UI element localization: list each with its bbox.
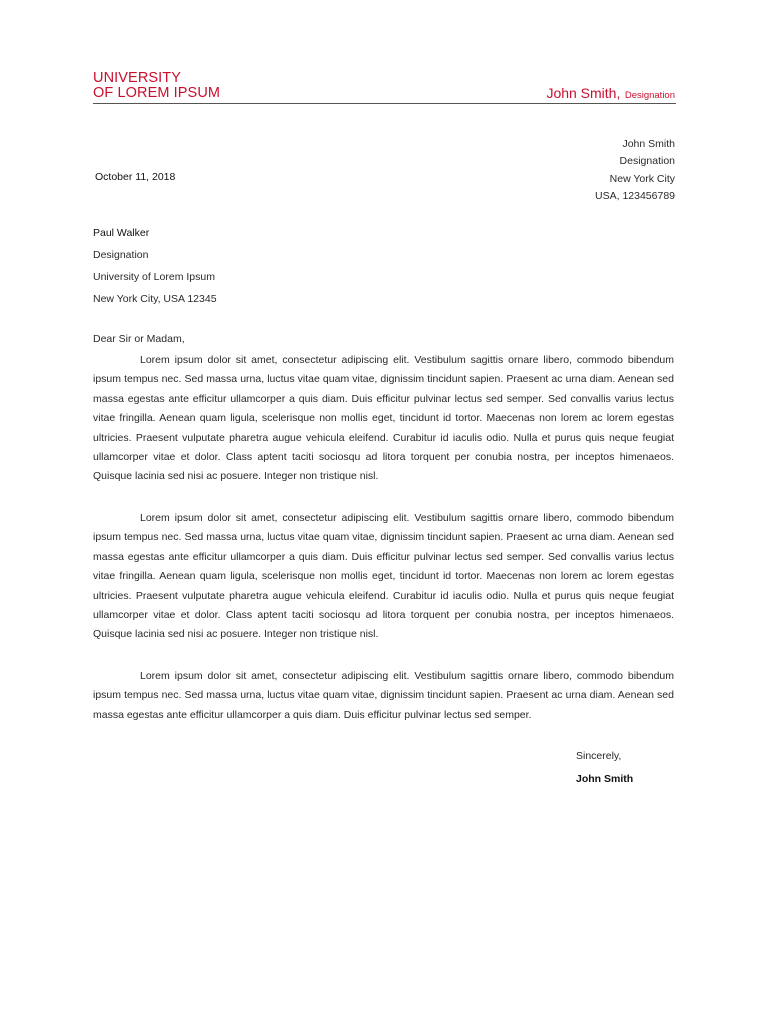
header-author-name: John Smith, bbox=[546, 85, 621, 101]
university-logo-text bbox=[93, 71, 220, 101]
sender-designation: Designation bbox=[619, 155, 675, 168]
recipient-organization: University of Lorem Ipsum bbox=[93, 271, 215, 283]
body-paragraph-1: Lorem ipsum dolor sit amet, consectetur adipiscing elit. Vestibulum sagittis ornare libero, commodo bibendum ipsum tempus nec. Sed massa urna, luctus vitae quam vitae, dignissim tincidunt sapien. Praesent ac urna diam. Aenean sed massa egestas ante efficitur ullamcorper a quis diam. Duis efficitur pulvinar lectus sed semper. Sed convallis varius lectus vitae fringilla. Aenean quam ligula, scelerisque non mollis eget, tincidunt id tortor. Maecenas non lorem ac lorem egestas ultricies. Praesent vulputate pharetra augue vehicula eleifend. Curabitur id iaculis odio. Nulla et purus quis neque feugiat ullamcorper vitae et dolor. Class aptent taciti sociosqu ad litora torquent per conubia nostra, per inceptos himenaeos. Quisque lacinia sed nisi ac posuere. Integer non tristique nisl. bbox=[93, 354, 674, 483]
sender-city: New York City bbox=[609, 172, 675, 185]
recipient-name: Paul Walker bbox=[93, 227, 150, 239]
header-author-designation: Designation bbox=[624, 90, 675, 101]
body-paragraph-3: Lorem ipsum dolor sit amet, consectetur adipiscing elit. Vestibulum sagittis ornare libero, commodo bibendum ipsum tempus nec. Sed massa urna, luctus vitae quam vitae, dignissim tincidunt sapien. Praesent ac urna diam. Aenean sed massa egestas ante efficitur ullamcorper a quis diam. Duis efficitur pulvinar lectus sed semper. bbox=[93, 670, 674, 721]
university-line-2: OF LOREM IPSUM bbox=[93, 85, 221, 101]
sender-name: John Smith bbox=[622, 138, 675, 150]
header-divider bbox=[93, 103, 676, 104]
sender-address-block bbox=[595, 136, 675, 205]
signature-name: John Smith bbox=[576, 773, 634, 785]
university-line-1: UNIVERSITY bbox=[93, 70, 182, 86]
letter-date: October 11, 2018 bbox=[95, 171, 176, 183]
recipient-address: New York City, USA 12345 bbox=[93, 293, 217, 305]
salutation: Dear Sir or Madam, bbox=[93, 333, 185, 345]
closing: Sincerely, bbox=[576, 750, 622, 762]
body-paragraph-2: Lorem ipsum dolor sit amet, consectetur adipiscing elit. Vestibulum sagittis ornare libero, commodo bibendum ipsum tempus nec. Sed massa urna, luctus vitae quam vitae, dignissim tincidunt sapien. Praesent ac urna diam. Aenean sed massa egestas ante efficitur ullamcorper a quis diam. Duis efficitur pulvinar lectus sed semper. Sed convallis varius lectus vitae fringilla. Aenean quam ligula, scelerisque non mollis eget, tincidunt id tortor. Maecenas non lorem ac lorem egestas ultricies. Praesent vulputate pharetra augue vehicula eleifend. Curabitur id iaculis odio. Nulla et purus quis neque feugiat ullamcorper vitae et dolor. Class aptent taciti sociosqu ad litora torquent per conubia nostra, per inceptos himenaeos. Quisque lacinia sed nisi ac posuere. Integer non tristique nisl. bbox=[93, 512, 674, 641]
recipient-designation: Designation bbox=[93, 249, 149, 261]
header-author bbox=[546, 85, 675, 103]
recipient-address-block bbox=[93, 222, 217, 310]
sender-country-zip: USA, 123456789 bbox=[595, 189, 675, 202]
